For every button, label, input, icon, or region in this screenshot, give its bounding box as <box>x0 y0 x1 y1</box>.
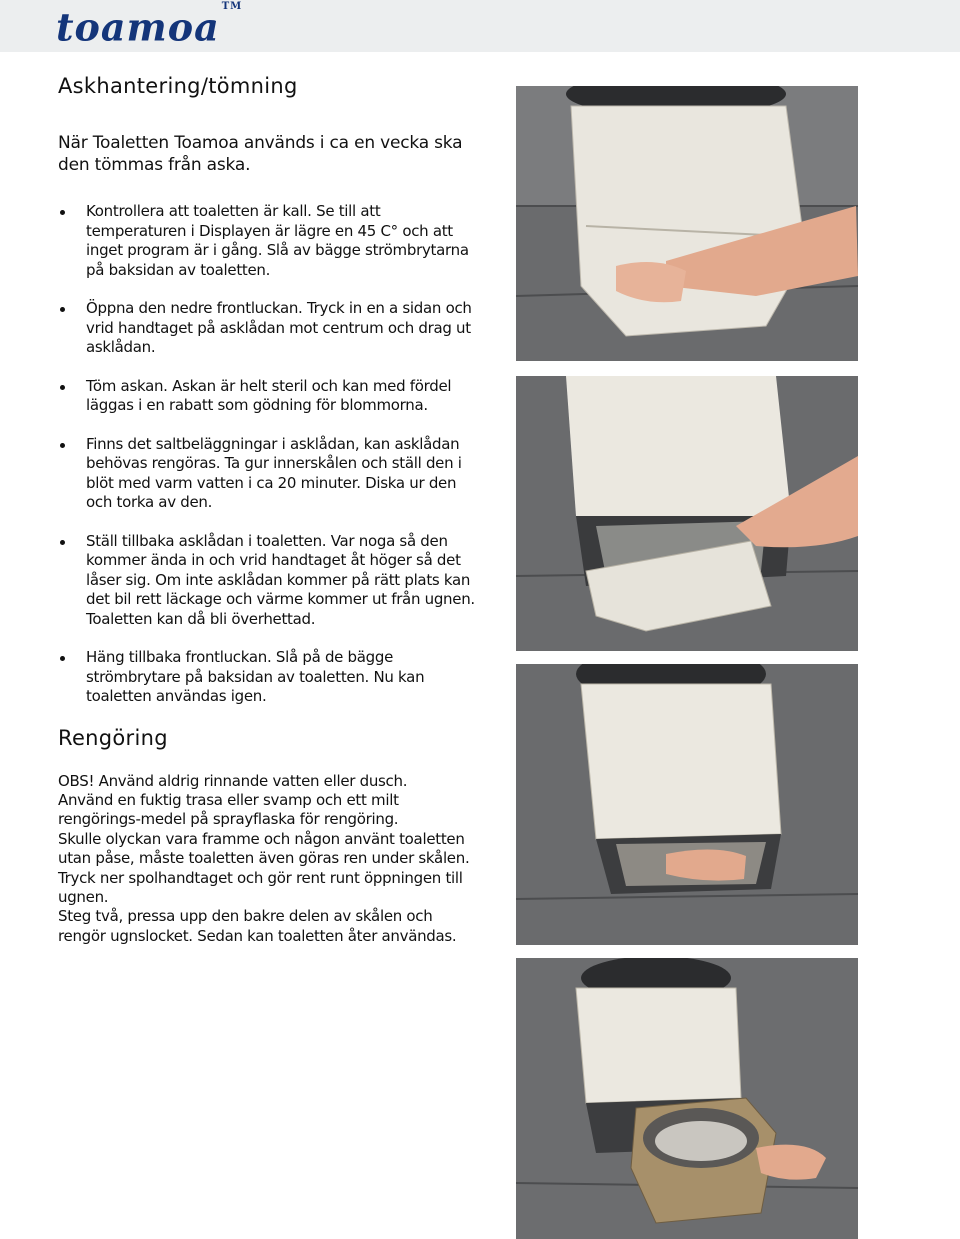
photo-ash-bowl-removed <box>516 958 858 1239</box>
photo-open-front-hatch <box>516 86 858 361</box>
cleaning-text <box>58 772 478 947</box>
cleaning-paragraph: Steg två, pressa upp den bakre delen av skålen och rengör ugnslocket. Sedan kan toaletten åter användas. <box>58 907 457 945</box>
photo-pull-out-drawer <box>516 664 858 945</box>
cleaning-paragraph: Använd en fuktig trasa eller svamp och ett milt rengörings-medel på sprayflaska för rengöring. <box>58 790 399 829</box>
list-item: Finns det saltbeläggningar i asklådan, kan asklådan behövas rengöras. Ta gur innerskålen och ställ den i blöt med varm vatten i ca 20 minuter. Diska ur den och torka av den. <box>58 435 478 513</box>
cleaning-paragraph: OBS! Använd aldrig rinnande vatten eller dusch. <box>58 771 408 790</box>
section-title-cleaning: Rengöring <box>58 725 168 750</box>
list-item: Ställ tillbaka asklådan i toaletten. Var noga så den kommer ända in och vrid handtaget åt höger så det låser sig. Om inte asklådan kommer på rätt plats kan det bil rett läckage och värme kommer ut från ugnen. Toaletten kan då bli överhettad. <box>58 532 478 630</box>
header-bar <box>0 0 960 52</box>
list-item: Kontrollera att toaletten är kall. Se till att temperaturen i Displayen är lägre en 45 C° och att inget program är i gång. Slå av bägge strömbrytarna på baksidan av toaletten. <box>58 202 478 280</box>
cleaning-paragraph: Skulle olyckan vara framme och någon använt toaletten utan påse, måste toaletten även göras ren under skålen. Tryck ner spolhandtaget och gör rent runt öppningen till ugnen. <box>58 829 470 906</box>
photo-ash-drawer-open <box>516 376 858 651</box>
brand-logo: toamoa ™ <box>56 1 243 50</box>
lead-paragraph: När Toaletten Toamoa används i ca en vecka ska den tömmas från aska. <box>58 133 463 175</box>
steps-list <box>58 202 478 707</box>
text-column <box>58 74 478 946</box>
list-item: Öppna den nedre frontluckan. Tryck in en a sidan och vrid handtaget på asklådan mot centrum och drag ut asklådan. <box>58 299 478 358</box>
list-item: Häng tillbaka frontluckan. Slå på de bägge strömbrytare på baksidan av toaletten. Nu kan toaletten användas igen. <box>58 648 478 707</box>
list-item: Töm askan. Askan är helt steril och kan med fördel läggas i en rabatt som gödning för blommorna. <box>58 377 478 416</box>
section-title-ash: Askhantering/tömning <box>58 74 298 98</box>
